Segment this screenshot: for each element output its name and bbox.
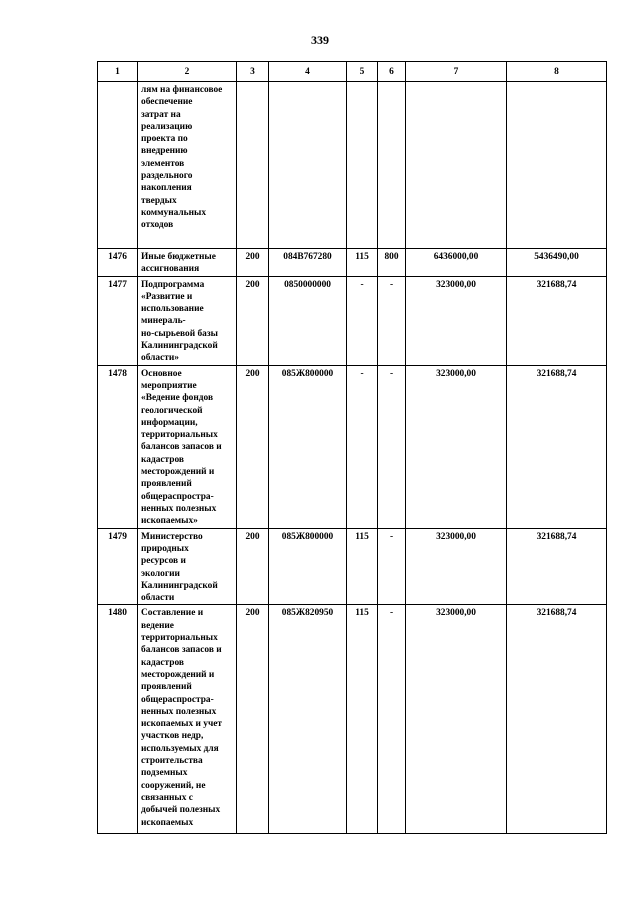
row-name-line: Калининградской [141, 341, 218, 352]
table-body [98, 82, 607, 834]
row-name-line: информации, [141, 417, 198, 428]
row-name-line: ресурсов и [141, 556, 186, 567]
table-row [98, 249, 607, 277]
row-name-line: реализацию [141, 121, 193, 132]
row-code-cell: 085Ж820950 [269, 605, 347, 834]
row-name-line: твердых [141, 195, 177, 206]
row-col6-cell [378, 82, 406, 249]
row-amount-planned-cell: 323000,00 [406, 365, 507, 528]
row-name-line: месторождений и [141, 467, 215, 478]
row-name-line: балансов запасов и [141, 645, 222, 656]
row-name-line: Калининградской [141, 580, 218, 591]
row-amount-actual-cell: 321688,74 [507, 528, 607, 605]
row-col3-cell: 200 [237, 528, 269, 605]
row-number-cell: 1477 [98, 276, 138, 365]
row-name-line: мероприятие [141, 380, 197, 391]
row-number-cell: 1479 [98, 528, 138, 605]
row-name-line: используемых для [141, 743, 219, 754]
row-amount-actual-cell: 321688,74 [507, 605, 607, 834]
row-name-line: «Ведение фондов [141, 393, 214, 404]
row-name-line: коммунальных [141, 207, 207, 218]
row-name-line: элементов [141, 158, 185, 169]
row-name-line: общераспростра- [141, 694, 214, 705]
row-col6-cell: - [378, 605, 406, 834]
row-name-line: ископаемых» [141, 516, 198, 527]
row-name-line: но-сырьевой базы [141, 328, 218, 339]
column-header-2: 2 [138, 62, 237, 82]
header-row [98, 62, 607, 82]
row-amount-planned-cell: 323000,00 [406, 528, 507, 605]
row-name-line: экологии [141, 568, 180, 579]
row-name-line: Иные бюджетные [141, 252, 216, 262]
table-row [98, 365, 607, 528]
row-name-line: затрат на [141, 109, 181, 120]
row-col5-cell: - [347, 365, 378, 528]
row-name-line: проявлений [141, 479, 192, 490]
row-name-line: участков недр, [141, 731, 204, 742]
row-name-line: территориальных [141, 430, 218, 441]
row-name-line: проекта по [141, 134, 188, 145]
row-name-line: добычей полезных [141, 805, 221, 816]
column-header-3: 3 [237, 62, 269, 82]
row-name-line: кадастров [141, 454, 184, 465]
budget-table [97, 61, 607, 834]
row-name-line: природных [141, 543, 189, 554]
page-number: 339 [311, 33, 329, 47]
row-name-line: «Развитие и [141, 291, 193, 302]
row-name-line: накопления [141, 183, 192, 194]
row-name-line: раздельного [141, 171, 193, 182]
row-col3-cell: 200 [237, 249, 269, 277]
table-row [98, 528, 607, 605]
row-amount-actual-cell: 5436490,00 [507, 249, 607, 277]
row-name-line: минераль- [141, 316, 186, 327]
row-name-line: территориальных [141, 633, 218, 644]
row-name-line: Составление и [141, 608, 204, 619]
column-header-6: 6 [378, 62, 406, 82]
row-name-line: балансов запасов и [141, 442, 222, 453]
row-number-cell: 1480 [98, 605, 138, 834]
row-name-cell [138, 605, 237, 834]
table-header [98, 62, 607, 82]
table-row [98, 605, 607, 834]
row-name-line: области» [141, 353, 179, 364]
row-amount-planned-cell [406, 82, 507, 249]
row-number-cell: 1478 [98, 365, 138, 528]
row-name-line: ненных полезных [141, 503, 217, 514]
row-col5-cell: - [347, 276, 378, 365]
row-amount-actual-cell: 321688,74 [507, 276, 607, 365]
row-col3-cell: 200 [237, 605, 269, 834]
row-name-line: проявлений [141, 682, 192, 693]
row-number-cell: 1476 [98, 249, 138, 277]
row-col5-cell [347, 82, 378, 249]
row-name-line: сооружений, не [141, 780, 206, 791]
row-name-line: ассигнования [141, 264, 200, 275]
row-name-line: отходов [141, 220, 174, 231]
row-amount-planned-cell: 323000,00 [406, 276, 507, 365]
column-header-1: 1 [98, 62, 138, 82]
column-header-8: 8 [507, 62, 607, 82]
row-code-cell: 084В767280 [269, 249, 347, 277]
row-name-line: лям на финансовое [141, 85, 223, 95]
row-amount-planned-cell: 6436000,00 [406, 249, 507, 277]
row-name-line: связанных с [141, 792, 193, 803]
row-name-line: ископаемых и учет [141, 719, 223, 730]
row-name-line: строительства [141, 756, 203, 767]
row-name-line: геологической [141, 405, 203, 416]
row-name-line: общераспростра- [141, 491, 214, 502]
row-col6-cell: - [378, 365, 406, 528]
row-col5-cell: 115 [347, 249, 378, 277]
row-name-line: области [141, 593, 175, 604]
row-code-cell [269, 82, 347, 249]
row-name-line: обеспечение [141, 97, 193, 108]
row-name-cell [138, 365, 237, 528]
table-row [98, 276, 607, 365]
row-col3-cell [237, 82, 269, 249]
row-name-line: внедрению [141, 146, 188, 157]
row-name-line: подземных [141, 768, 188, 779]
row-col5-cell: 115 [347, 605, 378, 834]
row-name-cell [138, 249, 237, 277]
row-col3-cell: 200 [237, 276, 269, 365]
row-col6-cell: - [378, 528, 406, 605]
row-col6-cell: 800 [378, 249, 406, 277]
row-name-line: ведение [141, 620, 174, 631]
table-row [98, 82, 607, 249]
row-name-cell [138, 82, 237, 249]
row-name-line: использование [141, 304, 204, 315]
row-name-line: кадастров [141, 657, 184, 668]
row-name-line: Основное [141, 368, 182, 379]
row-code-cell: 085Ж800000 [269, 365, 347, 528]
row-name-cell [138, 528, 237, 605]
row-name-line: Министерство [141, 531, 203, 542]
row-col3-cell: 200 [237, 365, 269, 528]
row-name-cell [138, 276, 237, 365]
row-amount-planned-cell: 323000,00 [406, 605, 507, 834]
row-code-cell: 0850000000 [269, 276, 347, 365]
column-header-5: 5 [347, 62, 378, 82]
row-col6-cell: - [378, 276, 406, 365]
row-number-cell [98, 82, 138, 249]
row-code-cell: 085Ж800000 [269, 528, 347, 605]
row-name-line: месторождений и [141, 669, 215, 680]
row-amount-actual-cell [507, 82, 607, 249]
row-amount-actual-cell: 321688,74 [507, 365, 607, 528]
row-name-line: ненных полезных [141, 706, 217, 717]
column-header-4: 4 [269, 62, 347, 82]
row-name-line: Подпрограмма [141, 279, 205, 290]
row-name-line: ископаемых [141, 817, 194, 828]
row-col5-cell: 115 [347, 528, 378, 605]
column-header-7: 7 [406, 62, 507, 82]
